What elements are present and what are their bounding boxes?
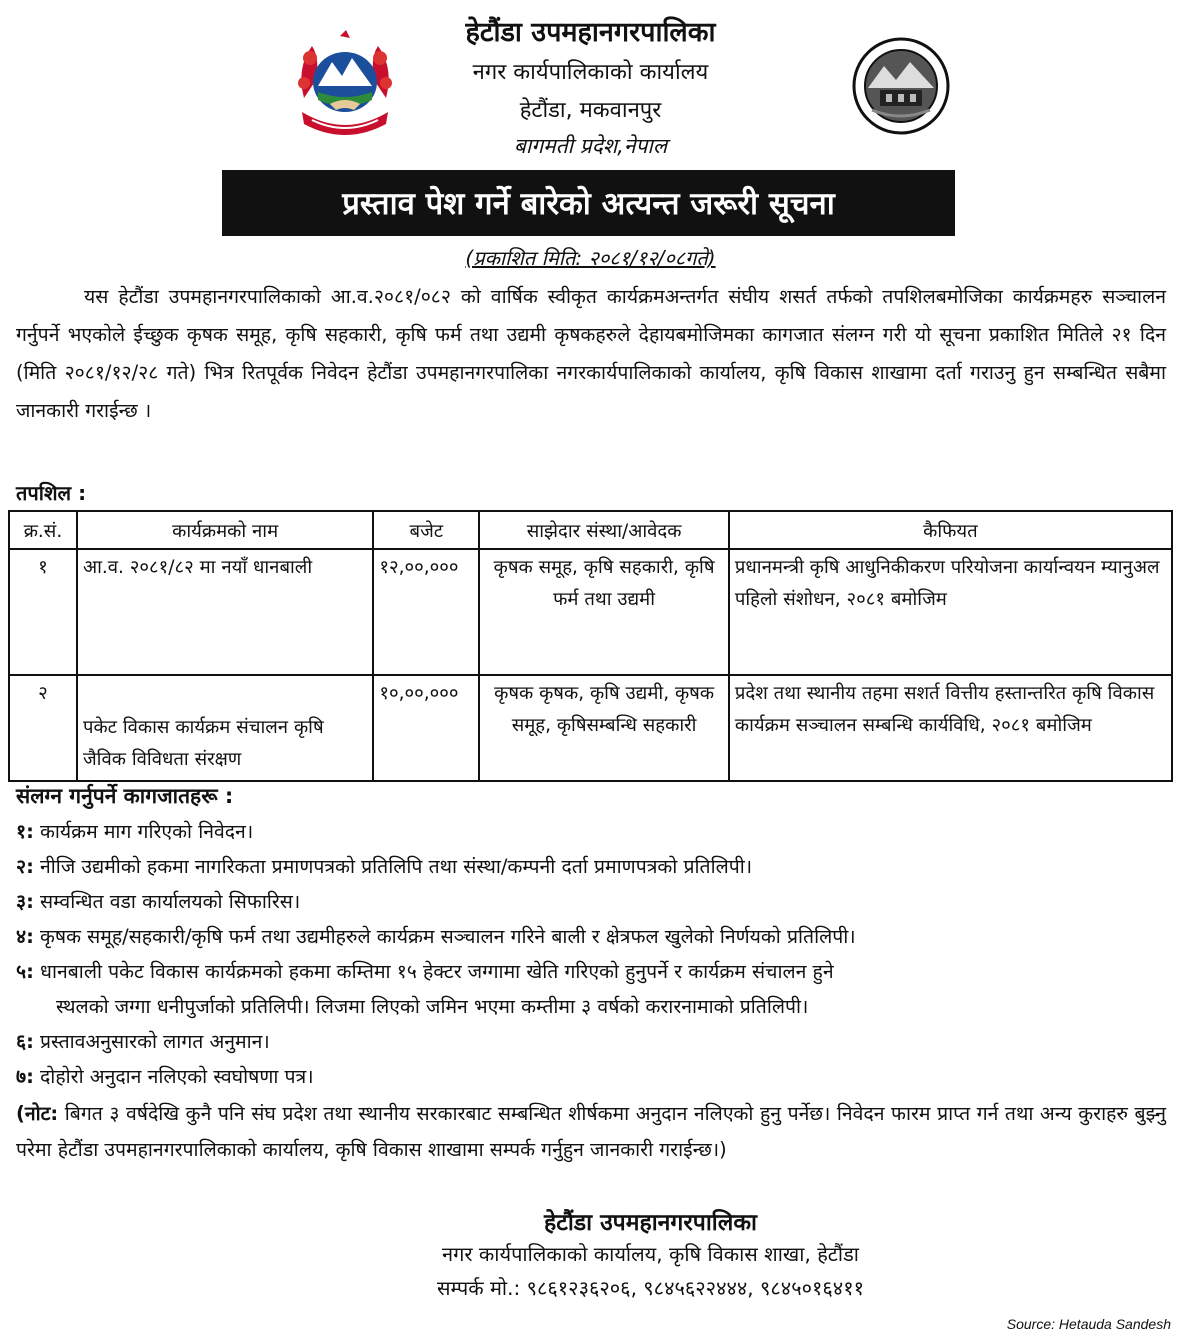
table-row bbox=[9, 549, 1172, 675]
cell-partner: कृषक समूह, कृषि सहकारी, कृषि फर्म तथा उद्यमी bbox=[479, 549, 729, 675]
col-header-budget: बजेट bbox=[373, 511, 479, 549]
cell-remarks: प्रधानमन्त्री कृषि आधुनिकीकरण परियोजना कार्यान्वयन म्यानुअल पहिलो संशोधन, २०८१ बमोजिम bbox=[729, 549, 1172, 675]
cell-sn: १ bbox=[9, 549, 77, 675]
footer-contact: सम्पर्क मो.: ९८६१२३६२०६, ९८४५६२२४४४, ९८४५०१६४११ bbox=[437, 1276, 864, 1300]
list-item bbox=[16, 814, 1166, 849]
documents-list bbox=[16, 814, 1166, 1094]
details-label: तपशिल : bbox=[16, 481, 87, 505]
cell-program bbox=[77, 675, 373, 781]
item-text: नीजि उद्यमीको हकमा नागरिकता प्रमाणपत्रको प्रतिलिपि तथा संस्था/कम्पनी दर्ता प्रमाणपत्रको प्रतिलिपी। bbox=[40, 855, 753, 878]
col-header-remarks: कैफियत bbox=[729, 511, 1172, 549]
item-text: कृषक समूह/सहकारी/कृषि फर्म तथा उद्यमीहरुले कार्यक्रम सञ्चालन गरिने बाली र क्षेत्रफल खुलेको निर्णयको प्रतिलिपी। bbox=[40, 925, 856, 948]
province-name: बागमती प्रदेश,नेपाल bbox=[513, 134, 668, 158]
notice-title: प्रस्ताव पेश गर्ने बारेको अत्यन्त जरूरी सूचना bbox=[222, 170, 955, 236]
published-date-text: (प्रकाशित मिति: २०८१/१२/०८गते) bbox=[465, 246, 716, 270]
item-text: धानबाली पकेट विकास कार्यक्रमको हकमा कम्तिमा १५ हेक्टर जग्गामा खेति गरिएको हुनुपर्ने र कार्यक्रम संचालन हुने bbox=[40, 960, 834, 983]
item-number: ६: bbox=[16, 1030, 34, 1053]
cell-budget: १०,००,००० bbox=[373, 675, 479, 781]
published-date bbox=[0, 244, 1181, 271]
note-text: बिगत ३ वर्षदेखि कुनै पनि संघ प्रदेश तथा स्थानीय सरकारबाट सम्बन्धित शीर्षकमा अनुदान नलिएको हुनु पर्नेछ। निवेदन फारम प्राप्त गर्न तथा अन्य कुराहरु बुझ्नु परेमा हेटौंडा उपमहानगरपालिकाको कार्यालय, कृषि विकास शाखामा सम्पर्क गर्नुहुन जानकारी गराईन्छ।) bbox=[16, 1102, 1166, 1161]
cell-partner: कृषक कृषक, कृषि उद्यमी, कृषक समूह, कृषिसम्बन्धि सहकारी bbox=[479, 675, 729, 781]
item-text: प्रस्तावअनुसारको लागत अनुमान। bbox=[40, 1030, 270, 1053]
documents-title: संलग्न गर्नुपर्ने कागजातहरू : bbox=[16, 784, 234, 808]
col-header-sn: क्र.सं. bbox=[9, 511, 77, 549]
org-name: हेटौंडा उपमहानगरपालिका bbox=[465, 17, 716, 48]
cell-remarks: प्रदेश तथा स्थानीय तहमा सशर्त वित्तीय हस्तान्तरित कृषि विकास कार्यक्रम सञ्चालन सम्बन्धि कार्यविधि, २०८१ बमोजिम bbox=[729, 675, 1172, 781]
item-number: ३: bbox=[16, 890, 34, 913]
cell-budget: १२,००,००० bbox=[373, 549, 479, 675]
list-item bbox=[16, 919, 1166, 954]
table-header-row bbox=[9, 511, 1172, 549]
cell-program-text: पकेट विकास कार्यक्रम संचालन कृषि जैविक विविधता संरक्षण bbox=[82, 717, 324, 770]
cell-sn: २ bbox=[9, 675, 77, 781]
office-location: हेटौंडा, मकवानपुर bbox=[519, 98, 662, 123]
item-number: १: bbox=[16, 820, 34, 843]
list-item bbox=[16, 1059, 1166, 1094]
item-number: ४: bbox=[16, 925, 34, 948]
footer-org-name: हेटौंडा उपमहानगरपालिका bbox=[544, 1210, 757, 1236]
list-item bbox=[16, 884, 1166, 919]
item-number: ५: bbox=[16, 960, 34, 983]
note-paragraph bbox=[16, 1096, 1166, 1168]
intro-paragraph: यस हेटौंडा उपमहानगरपालिकाको आ.व.२०८१/०८२ को वार्षिक स्वीकृत कार्यक्रमअन्तर्गत संघीय शसर्त तर्फको तपशिलबमोजिका कार्यक्रमहरु सञ्चालन गर्नुपर्ने भएकोले ईच्छुक कृषक समूह, कृषि सहकारी, कृषि फर्म तथा उद्यमी कृषकहरुले देहायबमोजिमका कागजात संलग्न गरी यो सूचना प्रकाशित मितिले २१ दिन (मिति २०८१/१२/२८ गते) भित्र रितपूर्वक निवेदन हेटौंडा उपमहानगरपालिका नगरकार्यपालिकाको कार्यालय, कृषि विकास शाखामा दर्ता गराउनु हुन सम्बन्धित सबैमा जानकारी गराईन्छ । bbox=[16, 285, 1166, 422]
office-name: नगर कार्यपालिकाको कार्यालय bbox=[472, 60, 709, 85]
footer-office: नगर कार्यपालिकाको कार्यालय, कृषि विकास शाखा, हेटौंडा bbox=[442, 1242, 859, 1266]
list-item bbox=[16, 1024, 1166, 1059]
col-header-program: कार्यक्रमको नाम bbox=[77, 511, 373, 549]
cell-program: आ.व. २०८१/८२ मा नयाँ धानबाली bbox=[77, 549, 373, 675]
item-number: ७: bbox=[16, 1065, 34, 1088]
item-text: कार्यक्रम माग गरिएको निवेदन। bbox=[40, 820, 254, 843]
note-label: (नोट: bbox=[16, 1102, 59, 1125]
item-text: दोहोरो अनुदान नलिएको स्वघोषणा पत्र। bbox=[40, 1065, 314, 1088]
item-text: सम्वन्धित वडा कार्यालयको सिफारिस। bbox=[40, 890, 301, 913]
list-item bbox=[16, 954, 1166, 989]
list-item-continuation: स्थलको जग्गा धनीपुर्जाको प्रतिलिपी। लिजमा लिएको जमिन भएमा कम्तीमा ३ वर्षको करारनामाको प्रतिलिपी। bbox=[56, 995, 809, 1018]
table-row bbox=[9, 675, 1172, 781]
source-credit: Source: Hetauda Sandesh bbox=[1006, 1316, 1171, 1332]
item-number: २: bbox=[16, 855, 34, 878]
col-header-partner: साझेदार संस्था/आवेदक bbox=[479, 511, 729, 549]
list-item bbox=[16, 849, 1166, 884]
program-table bbox=[8, 510, 1173, 782]
